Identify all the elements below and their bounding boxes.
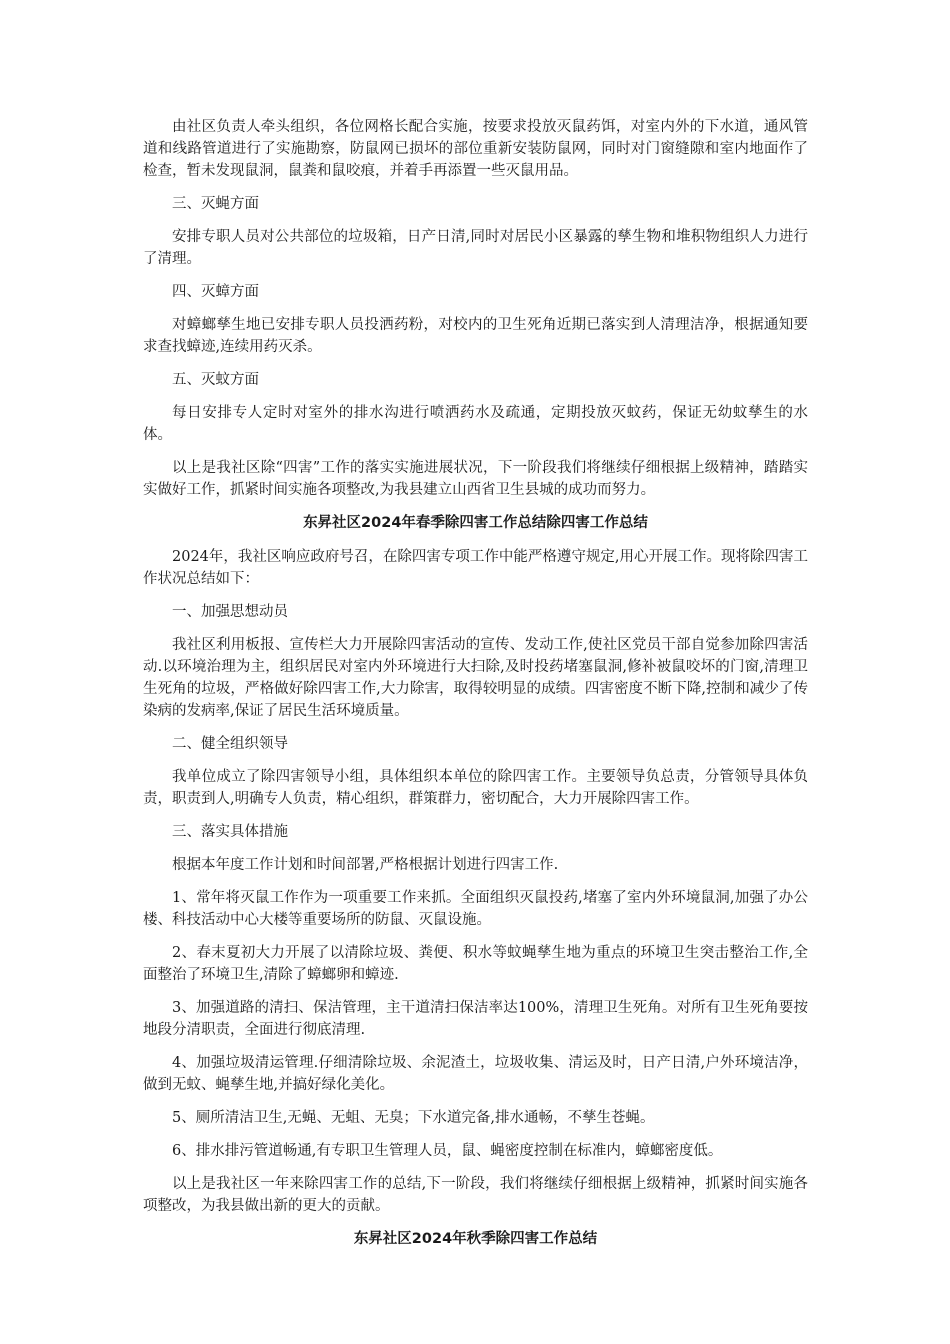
paragraph-conclusion-1: 以上是我社区除“四害”工作的落实实施进展状况，下一阶段我们将继续仔细根据上级精神，踏踏实实做好工作，抓紧时间实施各项整改,为我县建立山西省卫生县城的成功而努力。 (143, 460, 808, 498)
section-heading-mosquito-control: 五、灭蚊方面 (172, 372, 259, 388)
paragraph-measures-intro: 根据本年度工作计划和时间部署,严格根据计划进行四害工作. (172, 857, 559, 873)
paragraph-intro: 2024年，我社区响应政府号召，在除四害专项工作中能严格遵守规定,用心开展工作。现将除四害工作状况总结如下： (143, 549, 809, 587)
paragraph-fly-control: 安排专职人员对公共部位的垃圾箱，日产日清,同时对居民小区暴露的孳生物和堆积物组织人力进行了清理。 (143, 229, 808, 267)
section-heading-measures: 三、落实具体措施 (172, 824, 288, 840)
section-heading-leadership: 二、健全组织领导 (172, 736, 288, 752)
paragraph-conclusion-2: 以上是我社区一年来除四害工作的总结,下一阶段，我们将继续仔细根据上级精神，抓紧时间实施各项整改，为我县做出新的更大的贡献。 (143, 1176, 808, 1214)
list-item-measure-5: 5、厕所清洁卫生,无蝇、无蛆、无臭；下水道完备,排水通畅，不孳生苍蝇。 (172, 1110, 655, 1126)
list-item-measure-3: 3、加强道路的清扫、保洁管理，主干道清扫保洁率达100%，清理卫生死角。对所有卫生死角要按地段分清职责，全面进行彻底清理. (143, 1000, 808, 1038)
section-heading-mobilization: 一、加强思想动员 (172, 604, 288, 620)
section-heading-cockroach-control: 四、灭蟑方面 (172, 284, 259, 300)
list-item-measure-2: 2、春末夏初大力开展了以清除垃圾、粪便、积水等蚊蝇孳生地为重点的环境卫生突击整治工作,全面整治了环境卫生,清除了蟑螂卵和蟑迹. (143, 945, 808, 983)
document-title-spring: 东昇社区2024年春季除四害工作总结除四害工作总结 (303, 515, 648, 531)
section-heading-fly-control: 三、灭蝇方面 (172, 196, 259, 212)
list-item-measure-6: 6、排水排污管道畅通,有专职卫生管理人员，鼠、蝇密度控制在标准内，蟑螂密度低。 (172, 1143, 723, 1159)
list-item-measure-1: 1、常年将灭鼠工作作为一项重要工作来抓。全面组织灭鼠投药,堵塞了室内外环境鼠洞,加强了办公楼、科技活动中心大楼等重要场所的防鼠、灭鼠设施。 (143, 890, 808, 928)
document-title-autumn: 东昇社区2024年秋季除四害工作总结 (353, 1231, 598, 1247)
paragraph-cockroach-control: 对蟑螂孳生地已安排专职人员投洒药粉，对校内的卫生死角近期已落实到人清理洁净，根据通知要求查找蟑迹,连续用药灭杀。 (143, 317, 808, 355)
list-item-measure-4: 4、加强垃圾清运管理.仔细清除垃圾、余泥渣土，垃圾收集、清运及时，日产日清,户外环境洁净，做到无蚊、蝇孳生地,并搞好绿化美化。 (143, 1055, 808, 1093)
paragraph-mosquito-control: 每日安排专人定时对室外的排水沟进行喷洒药水及疏通，定期投放灭蚊药，保证无幼蚊孳生的水体。 (143, 405, 808, 443)
paragraph-leadership: 我单位成立了除四害领导小组，具体组织本单位的除四害工作。主要领导负总责，分管领导具体负责，职责到人,明确专人负责，精心组织，群策群力，密切配合，大力开展除四害工作。 (143, 769, 808, 807)
paragraph-rodent-measures: 由社区负责人牵头组织，各位网格长配合实施，按要求投放灭鼠药饵，对室内外的下水道，通风管道和线路管道进行了实施勘察，防鼠网已损坏的部位重新安装防鼠网，同时对门窗缝隙和室内地面作了检查，暂未发现鼠洞，鼠粪和鼠咬痕，并着手再添置一些灭鼠用品。 (143, 119, 808, 179)
document-page (143, 116, 808, 1262)
paragraph-mobilization: 我社区利用板报、宣传栏大力开展除四害活动的宣传、发动工作,使社区党员干部自觉参加除四害活动.以环境治理为主，组织居民对室内外环境进行大扫除,及时投药堵塞鼠洞,修补被鼠咬坏的门窗,清理卫生死角的垃圾，严格做好除四害工作,大力除害，取得较明显的成绩。四害密度不断下降,控制和减少了传染病的发病率,保证了居民生活环境质量。 (143, 637, 808, 719)
